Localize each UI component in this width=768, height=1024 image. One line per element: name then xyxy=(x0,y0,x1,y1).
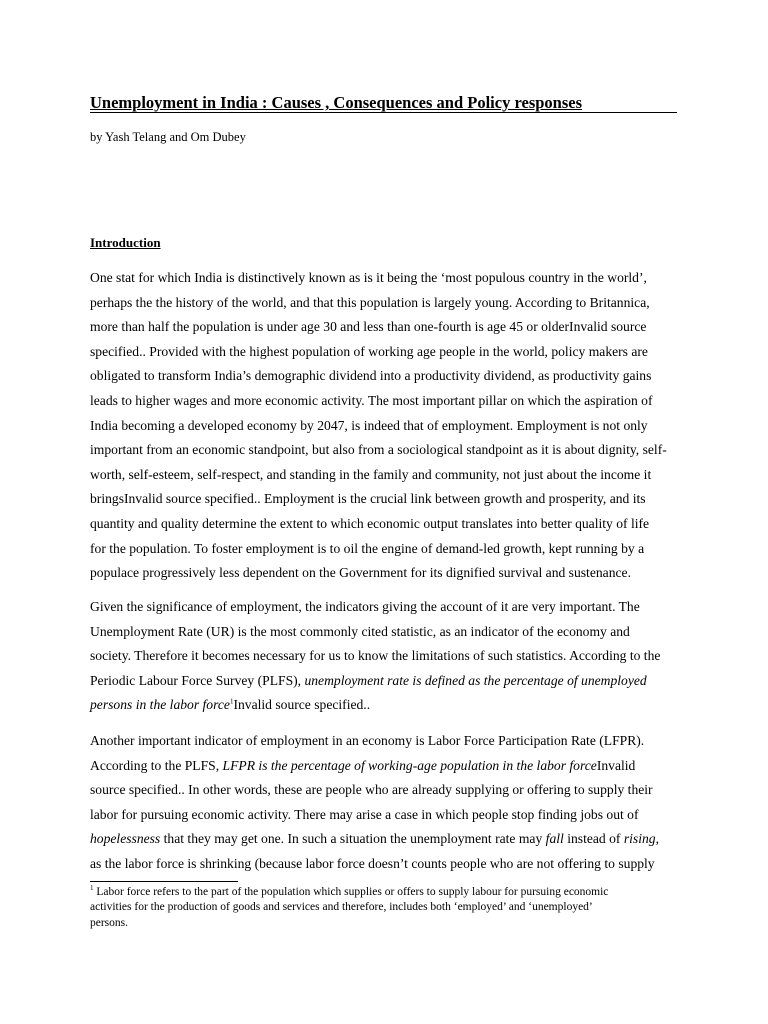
plfs-text: According to the PLFS, xyxy=(90,757,223,773)
paragraph-text: that they may get one. In such a situation the unemployment rate may xyxy=(160,831,546,847)
paragraph-line: bringsInvalid source specified.. Employment is the crucial link between growth and prosperity, and its xyxy=(90,491,646,507)
citation-placeholder: Invalid source specified.. xyxy=(233,697,371,713)
paragraph-unemployment-rate xyxy=(90,595,678,718)
document-title-text: Unemployment in India : Causes , Consequences and Policy responses xyxy=(90,93,583,112)
paragraph-line: as the labor force is shrinking (because labor force doesn’t counts people who are not offering to supply xyxy=(90,855,655,871)
paragraph-text: , xyxy=(655,831,659,847)
footnote-line xyxy=(90,885,680,900)
hopelessness-italic: hopelessness xyxy=(90,831,161,847)
plfs-text: Periodic Labour Force Survey (PLFS), xyxy=(90,672,305,688)
rising-italic: rising xyxy=(623,831,656,847)
citation-placeholder: Invalid xyxy=(596,757,636,773)
paragraph-line xyxy=(90,669,678,694)
paragraph-line: for the population. To foster employment is to oil the engine of demand-led growth, kept running by a xyxy=(90,540,645,556)
footnote-marker: 1 xyxy=(90,884,94,893)
footnote-line: activities for the production of goods and services and therefore, includes both ‘employed’ and ‘unemployed’ xyxy=(90,901,593,914)
footnote xyxy=(90,885,680,931)
ur-definition-italic: unemployment rate is defined as the percentage of unemployed xyxy=(304,672,647,688)
paragraph-line: India becoming a developed economy by 2047, is indeed that of employment. Employment is not only xyxy=(90,417,648,433)
footnote-reference[interactable]: 1 xyxy=(229,697,234,706)
paragraph-lfpr xyxy=(90,729,678,877)
paragraph-line: specified.. Provided with the highest population of working age people in the world, policy makers are xyxy=(90,343,648,359)
fall-italic: fall xyxy=(545,831,564,847)
paragraph-line: society. Therefore it becomes necessary for us to know the limitations of such statistics. According to the xyxy=(90,648,661,664)
paragraph-line: worth, self-esteem, self-respect, and standing in the family and community, not just about the income it xyxy=(90,466,652,482)
paragraph-line: more than half the population is under age 30 and less than one-fourth is age 45 or olderInvalid source xyxy=(90,319,647,335)
section-heading-introduction: Introduction xyxy=(90,235,161,250)
footnote-line: persons. xyxy=(90,916,129,929)
paragraph-line: populace progressively less dependent on the Government for its dignified survival and sustenance. xyxy=(90,565,631,581)
paragraph-line: quantity and quality determine the extent to which economic output translates into better quality of life xyxy=(90,515,650,531)
paragraph-line xyxy=(90,827,678,852)
paragraph-line: source specified.. In other words, these are people who are already supplying or offering to supply their xyxy=(90,782,653,798)
footnote-divider xyxy=(90,881,238,882)
ur-definition-italic-cont: persons in the labor force xyxy=(90,697,230,713)
paragraph-line xyxy=(90,754,678,779)
document-title xyxy=(90,94,677,113)
paragraph-line: labor for pursuing economic activity. There may arise a case in which people stop finding jobs out of xyxy=(90,806,639,822)
paragraph-line: Given the significance of employment, the indicators giving the account of it are very important. The xyxy=(90,599,640,614)
paragraph-line: perhaps the the history of the world, and that this population is largely young. According to Britannica, xyxy=(90,294,650,310)
paragraph-line: One stat for which India is distinctively known as is it being the ‘most populous country in the world’, xyxy=(90,270,647,285)
paragraph-intro xyxy=(90,266,678,586)
footnote-text: Labor force refers to the part of the population which supplies or offers to supply labour for pursuing economic xyxy=(93,886,609,898)
paragraph-line: Unemployment Rate (UR) is the most commonly cited statistic, as an indicator of the economy and xyxy=(90,623,630,639)
paragraph-line: leads to higher wages and more economic activity. The most important pillar on which the aspiration of xyxy=(90,392,653,408)
paragraph-line xyxy=(90,693,678,718)
paragraph-line: obligated to transform India’s demographic dividend into a productivity dividend, as productivity gains xyxy=(90,368,652,384)
paragraph-line: Another important indicator of employment in an economy is Labor Force Participation Rate (LFPR). xyxy=(90,733,645,748)
author-byline: by Yash Telang and Om Dubey xyxy=(90,130,246,144)
lfpr-definition-italic: LFPR is the percentage of working-age population in the labor force xyxy=(222,757,597,773)
paragraph-text: instead of xyxy=(563,831,624,847)
paragraph-line: important from an economic standpoint, but also from a sociological standpoint as it is about dignity, self- xyxy=(90,442,667,458)
